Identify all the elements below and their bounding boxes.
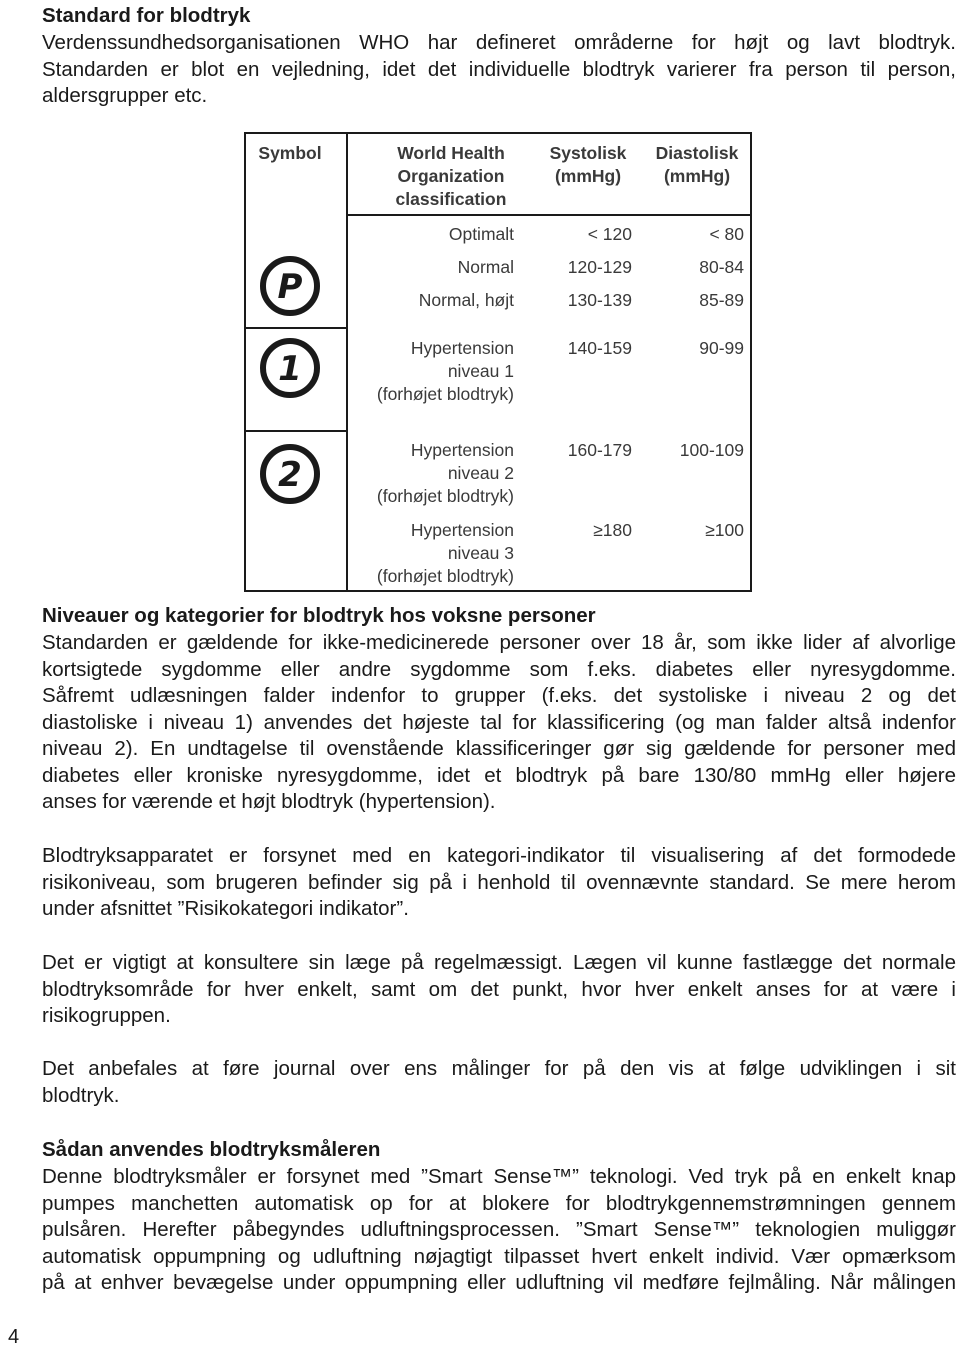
intro-paragraph	[42, 30, 956, 110]
header-who-classification: World Health Organization classification	[395, 143, 507, 209]
header-systolic: Systolisk (mmHg)	[549, 143, 627, 186]
row-classification: Normal, højt	[418, 290, 514, 310]
text-line: Standarden er blot en vejledning, idet det individuelle blodtryk varierer fra person til person,	[42, 57, 956, 81]
row-systolic: 130-139	[567, 290, 632, 310]
text-line: pulsåren. Herefter påbegyndes udluftningsprocessen. ”Smart Sense™” teknologien muliggør	[42, 1218, 956, 1241]
text-line: diastoliske i niveau 1) anvendes det højeste tal for klassificering (og man falder altså indenfor	[42, 710, 956, 734]
row-diastolic: 100-109	[679, 440, 744, 460]
page-number: 4	[8, 1326, 20, 1348]
row-classification: Hypertension niveau 1 (forhøjet blodtryk)	[376, 338, 514, 404]
text-line: pumpes manchetten automatisk op for at blokere for blodtrykgennemstrømningen gennem	[42, 1191, 956, 1215]
header-symbol: Symbol	[258, 143, 322, 163]
text-line: automatisk oppumpning og udluftning nøjagtigt tilpasset hvert enkelt individ. Vær opmærksom	[42, 1244, 956, 1268]
row-systolic: ≥180	[593, 520, 632, 540]
text-line: blodtryk.	[42, 1083, 120, 1107]
text-line: niveau 2). En undtagelse til ovenstående klassificeringer gør sig gældende for personer med	[42, 737, 956, 760]
row-diastolic: 80-84	[699, 257, 744, 277]
journal-paragraph	[42, 1056, 956, 1109]
text-line: anses for værende et højt blodtryk (hypertension).	[42, 790, 496, 813]
text-line: blodtryksområde for hver enkelt, samt om det punkt, hvor hver enkelt anses for at være i	[42, 977, 956, 1001]
section-title-standard: Standard for blodtryk	[42, 4, 251, 27]
svg-text:2: 2	[278, 455, 302, 495]
row-systolic: 160-179	[567, 440, 632, 460]
svg-text:1: 1	[278, 349, 302, 389]
row-diastolic: 90-99	[699, 338, 744, 358]
text-line: Blodtryksapparatet er forsynet med en kategori-indikator til visualisering af det formodede	[42, 844, 956, 867]
row-systolic: 120-129	[567, 257, 632, 277]
header-divider	[346, 214, 750, 216]
text-line: Det er vigtigt at konsultere sin læge på regelmæssigt. Lægen vil kunne fastlægge det normale	[42, 951, 956, 974]
svg-text:P: P	[277, 267, 303, 307]
risk-indicator-2-icon	[258, 442, 322, 506]
row-classification: Normal	[457, 257, 514, 277]
text-line: risikogruppen.	[42, 1004, 171, 1027]
row-divider	[246, 430, 346, 432]
row-diastolic: 85-89	[699, 290, 744, 310]
row-systolic: 140-159	[567, 338, 632, 358]
text-line: under afsnittet ”Risikokategori indikator”.	[42, 897, 409, 920]
column-divider	[346, 134, 348, 590]
row-divider	[246, 327, 346, 329]
row-classification: Optimalt	[448, 224, 514, 244]
risk-indicator-p-icon	[258, 254, 322, 318]
text-line: Denne blodtryksmåler er forsynet med ”Smart Sense™” teknologi. Ved tryk på en enkelt knap	[42, 1165, 956, 1188]
text-line: på at enhver bevægelse under oppumpning eller udluftning vil medføre fejlmåling. Når målingen	[42, 1271, 956, 1294]
text-line: Det anbefales at føre journal over ens målinger for på den vis at følge udviklingen i sit	[42, 1057, 956, 1080]
row-classification: Hypertension niveau 3 (forhøjet blodtryk)	[376, 520, 514, 586]
text-line: Verdenssundhedsorganisationen WHO har defineret områderne for højt og lavt blodtryk.	[42, 31, 956, 54]
levels-paragraph	[42, 630, 956, 816]
risk-indicator-1-icon	[258, 336, 322, 400]
doctor-paragraph	[42, 950, 956, 1030]
row-systolic: < 120	[587, 224, 632, 244]
blood-pressure-classification-table	[244, 132, 752, 592]
row-diastolic: ≥100	[705, 520, 744, 540]
indicator-paragraph	[42, 843, 956, 923]
text-line: Standarden er gældende for ikke-medicinerede personer over 18 år, som ikke lider af alvorlige	[42, 631, 956, 654]
header-diastolic: Diastolisk (mmHg)	[655, 143, 739, 186]
row-diastolic: < 80	[709, 224, 744, 244]
usage-paragraph	[42, 1164, 956, 1297]
text-line: aldersgrupper etc.	[42, 84, 208, 107]
row-classification: Hypertension niveau 2 (forhøjet blodtryk)	[376, 440, 514, 506]
text-line: kortsigtede sygdomme eller andre sygdomme som f.eks. diabetes eller nyresygdomme.	[42, 657, 956, 681]
section-title-usage: Sådan anvendes blodtryksmåleren	[42, 1138, 381, 1161]
text-line: diabetes eller kroniske nyresygdomme, idet et blodtryk på bare 130/80 mmHg eller højere	[42, 763, 956, 787]
text-line: risikoniveau, som brugeren befinder sig på i henhold til ovennævnte standard. Se mere herom	[42, 870, 956, 894]
section-title-levels: Niveauer og kategorier for blodtryk hos voksne personer	[42, 604, 596, 627]
text-line: Såfremt udlæsningen falder indenfor to grupper (f.eks. det systoliske i niveau 2 og det	[42, 684, 956, 707]
